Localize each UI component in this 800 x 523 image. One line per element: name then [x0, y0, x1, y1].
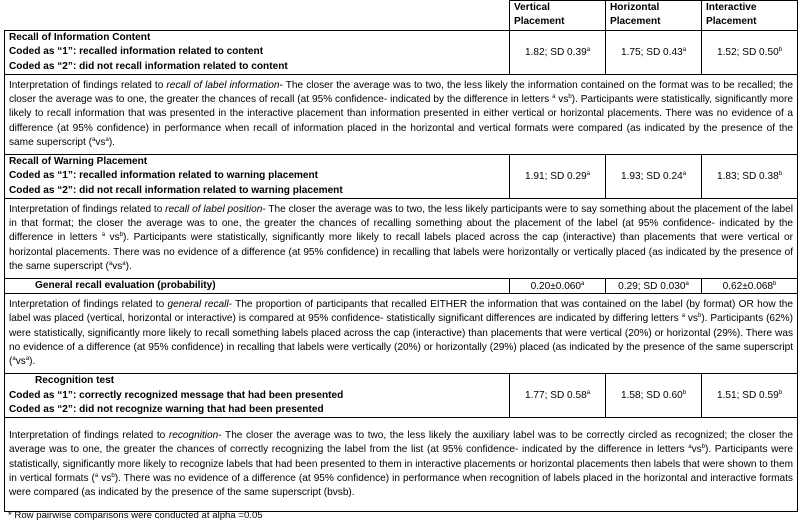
interpretation-row-recall-placement: [5, 199, 798, 279]
col-header-horizontal: Horizontal Placement: [606, 1, 702, 31]
value-horizontal: 0.29; SD 0.030$^a$: [606, 279, 702, 294]
section-title: Recall of Information Content: [9, 32, 151, 44]
interpretation-row-recognition: [5, 418, 798, 512]
section-row-recall-content: [5, 31, 798, 75]
footnote: * Row pairwise comparisons were conducted at alpha =0.05: [8, 510, 263, 521]
section-title: General recall evaluation (probability): [35, 280, 216, 291]
value-interactive: 0.62±0.068$^b$: [702, 279, 798, 294]
header-blank-cell: [5, 1, 510, 31]
section-row-recognition: [5, 374, 798, 418]
code-2: Coded as “2”: did not recognize warning that had been presented: [9, 403, 324, 415]
section-label: [5, 279, 510, 294]
interpretation-text: Interpretation of findings related to general recall- The proportion of participants that recalled EITHER the information that was contained on the label (by format) OR how the label was placed (vertical, horizontal or interactive) is compared at 95% confidence- statistically significant differences are indicated by differing letters $^a$ $vs^b$). Participants (62%) were statistically, significantly more likely to recall something labels placed across the cap (interactive) than placements that were vertical (20%) or horizontal (29%). There was no evidence of a difference (at 95% confidence) in recalling that labels were vertically (20%) or horizontally (29%) placed (as indicated by the presence of the same superscript $(^avs^a)$.: [5, 294, 798, 374]
value-horizontal: 1.75; SD 0.43$^a$: [606, 31, 702, 75]
code-2: Coded as “2”: did not recall information related to warning placement: [9, 184, 343, 196]
code-1: Coded as “1”: recalled information related to warning placement: [9, 170, 319, 182]
interpretation-text: Interpretation of findings related to recall of label information- The closer the average was to two, the less likely the information contained on the format was to be recalled; the closer the average was to one, the greater the chances of recall (at 95% confidence- indicated by the difference in letters $^a$ $vs^b$). Participants were statistically, significantly more likely to recall information that was presented in the interactive placement than information presented in either vertical or horizontal placements. There was no evidence of a difference (at 95% confidence) in performance when recall of information placed in the horizontal and vertical formats were compared (as indicated by the presence of the same superscript $(^avs^a)$.: [5, 75, 798, 155]
value-horizontal: 1.93; SD 0.24$^a$: [606, 155, 702, 199]
section-label: [5, 31, 510, 75]
value-vertical: 1.77; SD 0.58$^a$: [510, 374, 606, 418]
value-interactive: 1.51; SD 0.59$^b$: [702, 374, 798, 418]
header-row: [5, 1, 798, 31]
value-vertical: 1.82; SD 0.39$^a$: [510, 31, 606, 75]
interpretation-row-general-recall: [5, 294, 798, 374]
code-1: Coded as “1”: correctly recognized message that had been presented: [9, 389, 344, 401]
interpretation-text: Interpretation of findings related to recall of label position- The closer the average was to two, the less likely participants were to say something about the placement of the label in that format; the closer the average was to one, the greater the chances of recalling something about the placement of the label (at 95% confidence- indicated by the difference in letters $^a$ $vs^b$). Participants were statistically, significantly more likely to recall labels placed across the cap (interactive) than placements that were vertical or horizontal placements. There was no evidence of a difference (at 95% confidence) in recalling that labels were horizontally or vertically placed (as indicated by the presence of the same superscript $(^avs^a)$.: [5, 199, 798, 279]
code-1: Coded as “1”: recalled information related to content: [9, 46, 264, 58]
value-vertical: 1.91; SD 0.29$^a$: [510, 155, 606, 199]
section-row-recall-placement: [5, 155, 798, 199]
section-label: [5, 374, 510, 418]
col-header-vertical: Vertical Placement: [510, 1, 606, 31]
col-header-interactive: Interactive Placement: [702, 1, 798, 31]
section-row-general-recall: [5, 279, 798, 294]
value-interactive: 1.83; SD 0.38$^b$: [702, 155, 798, 199]
value-vertical: 0.20±0.060$^a$: [510, 279, 606, 294]
section-title: Recognition test: [35, 375, 115, 387]
section-title: Recall of Warning Placement: [9, 156, 148, 168]
interpretation-text: Interpretation of findings related to recognition- The closer the average was to two, the less likely the auxiliary label was to be correctly circled as recognized; the closer the average was to one, the greater the chances of correctly recognizing the label from the list (at 95% confidence- indicated by the difference in letters $^avs^b$). Participants were statistically, significantly more likely to recognize labels that had been presented to them in interactive placements or horizontal placements then labels that were shown to them in vertical formats ($^a$ $vs^b$). There was no evidence of a difference (at 95% confidence) in performance when recognition of labels placed in the horizontal and interactive formats were compared (as indicated by the presence of the same superscript (bvsb).: [5, 418, 798, 512]
section-label: [5, 155, 510, 199]
value-interactive: 1.52; SD 0.50$^b$: [702, 31, 798, 75]
code-2: Coded as “2”: did not recall information related to content: [9, 60, 288, 72]
interpretation-row-recall-content: [5, 75, 798, 155]
results-table: [4, 0, 798, 512]
value-horizontal: 1.58; SD 0.60$^b$: [606, 374, 702, 418]
